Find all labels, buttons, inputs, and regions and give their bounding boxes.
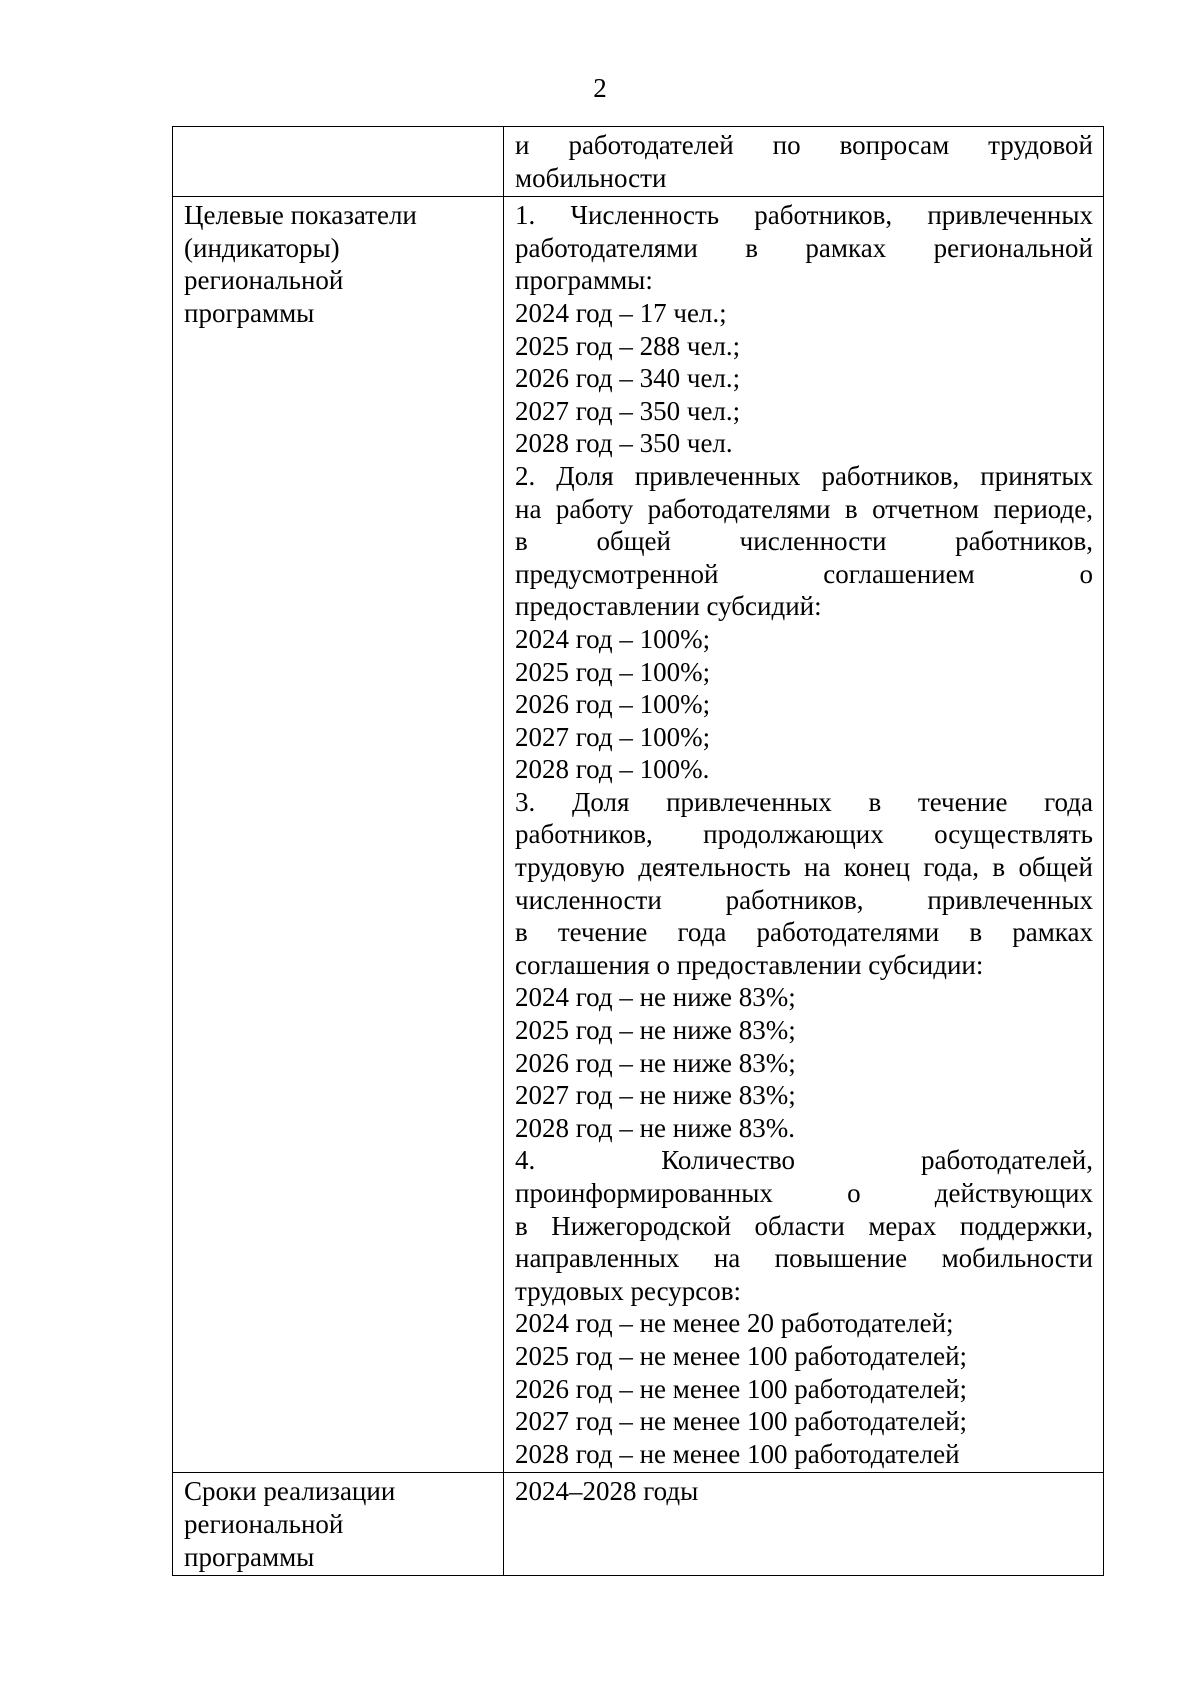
value-line: 4. Количество работодателей, bbox=[515, 1145, 1093, 1176]
value-line: 2027 год – не ниже 83%; bbox=[515, 1080, 796, 1111]
value-line: 2027 год – 100%; bbox=[515, 721, 711, 752]
value-line: в Нижегородской области мерах поддержки, bbox=[515, 1210, 1093, 1241]
value-line: 2026 год – не менее 100 работодателей; bbox=[515, 1373, 968, 1404]
value-line: работников, продолжающих осуществлять bbox=[515, 819, 1093, 850]
value-line: и работодателей по вопросам трудовой bbox=[515, 130, 1093, 160]
value-line: 2028 год – 350 чел. bbox=[515, 428, 733, 459]
value-line: трудовую деятельность на конец года, в общей bbox=[515, 852, 1093, 883]
value-line: предусмотренной соглашением о bbox=[515, 558, 1093, 589]
value-line: проинформированных о действующих bbox=[515, 1178, 1093, 1208]
row-value-cell bbox=[504, 1473, 1104, 1576]
row-label-cell bbox=[173, 127, 504, 197]
label-line: программы bbox=[184, 297, 315, 328]
value-line: 2026 год – 340 чел.; bbox=[515, 363, 741, 394]
value-line: программы: bbox=[515, 265, 653, 296]
value-line: в течение года работодателями в рамках bbox=[515, 917, 1093, 948]
value-line: 2026 год – не ниже 83%; bbox=[515, 1047, 796, 1078]
value-line: 2026 год – 100%; bbox=[515, 689, 711, 720]
value-line: 2024 год – не менее 20 работодателей; bbox=[515, 1308, 954, 1339]
program-passport-table bbox=[172, 126, 1104, 1576]
value-line: 2024 год – 100%; bbox=[515, 623, 711, 654]
value-line: трудовых ресурсов: bbox=[515, 1275, 741, 1306]
row-value-cell bbox=[504, 127, 1104, 197]
value-line: 2025 год – 288 чел.; bbox=[515, 330, 741, 361]
value-line: 2028 год – не менее 100 работодателей bbox=[515, 1438, 960, 1469]
label-line: (индикаторы) bbox=[184, 232, 340, 263]
value-line: 2025 год – 100%; bbox=[515, 656, 711, 687]
value-line: 2025 год – не менее 100 работодателей; bbox=[515, 1340, 968, 1371]
value-line: соглашения о предоставлении субсидии: bbox=[515, 949, 984, 980]
row-label-cell bbox=[173, 197, 504, 1473]
table-row bbox=[173, 197, 1104, 1473]
value-line: 2028 год – не ниже 83%. bbox=[515, 1112, 795, 1143]
value-line: мобильности bbox=[515, 162, 667, 193]
table-body bbox=[173, 127, 1104, 1576]
page-number: 2 bbox=[593, 73, 607, 103]
value-line: работодателями в рамках региональной bbox=[515, 232, 1093, 263]
value-line: 2027 год – 350 чел.; bbox=[515, 395, 741, 426]
table-row bbox=[173, 1473, 1104, 1576]
value-line: 3. Доля привлеченных в течение года bbox=[515, 786, 1093, 817]
value-line: 1. Численность работников, привлеченных bbox=[515, 200, 1093, 231]
value-line: 2. Доля привлеченных работников, принятых bbox=[515, 460, 1093, 491]
value-line: 2027 год – не менее 100 работодателей; bbox=[515, 1406, 968, 1437]
table-row bbox=[173, 127, 1104, 197]
row-label-cell bbox=[173, 1473, 504, 1576]
value-line: в общей численности работников, bbox=[515, 526, 1093, 557]
value-line: 2025 год – не ниже 83%; bbox=[515, 1015, 796, 1046]
label-line: региональной bbox=[184, 265, 344, 296]
label-line: Сроки реализации bbox=[184, 1476, 396, 1507]
value-line: 2024–2028 годы bbox=[515, 1476, 699, 1507]
value-line: предоставлении субсидий: bbox=[515, 591, 822, 622]
row-value-cell bbox=[504, 197, 1104, 1473]
value-line: на работу работодателями в отчетном периоде, bbox=[515, 493, 1093, 524]
label-line: региональной bbox=[184, 1508, 344, 1539]
value-line: 2024 год – не ниже 83%; bbox=[515, 982, 796, 1013]
value-line: направленных на повышение мобильности bbox=[515, 1243, 1093, 1274]
label-line: Целевые показатели bbox=[184, 200, 417, 231]
value-line: 2024 год – 17 чел.; bbox=[515, 297, 727, 328]
value-line: 2028 год – 100%. bbox=[515, 754, 710, 785]
value-line: численности работников, привлеченных bbox=[515, 884, 1093, 915]
label-line: программы bbox=[184, 1541, 315, 1572]
